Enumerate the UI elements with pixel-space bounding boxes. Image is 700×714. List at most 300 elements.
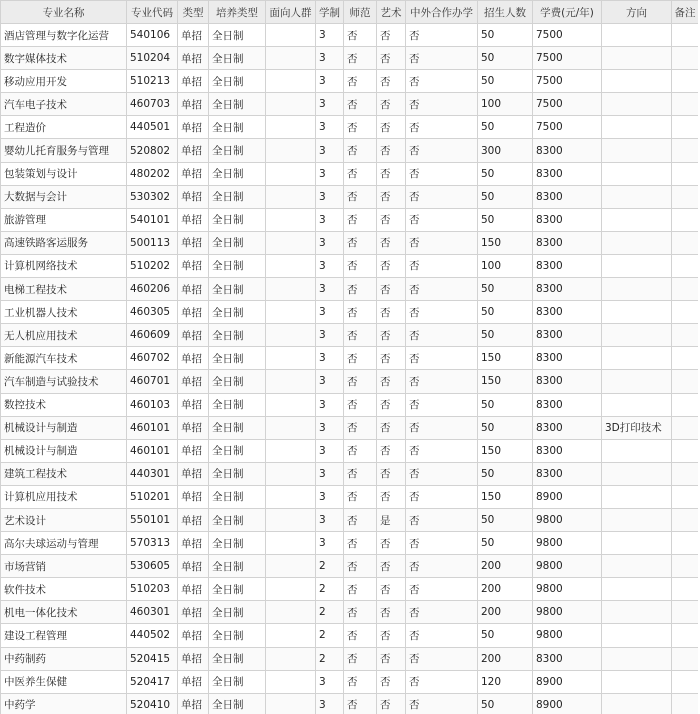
cell-joint: 否 bbox=[406, 670, 478, 693]
cell-audience bbox=[266, 185, 316, 208]
cell-audience bbox=[266, 578, 316, 601]
cell-type: 单招 bbox=[178, 555, 209, 578]
cell-normal: 否 bbox=[344, 601, 377, 624]
table-row[interactable] bbox=[1, 601, 699, 624]
cell-direction bbox=[602, 185, 672, 208]
cell-training-type: 全日制 bbox=[209, 231, 266, 254]
cell-art: 否 bbox=[377, 301, 406, 324]
cell-training-type: 全日制 bbox=[209, 70, 266, 93]
cell-art: 否 bbox=[377, 254, 406, 277]
cell-tuition: 9800 bbox=[533, 578, 602, 601]
cell-art: 否 bbox=[377, 47, 406, 70]
cell-joint: 否 bbox=[406, 185, 478, 208]
cell-major-code: 440301 bbox=[127, 462, 178, 485]
cell-art: 否 bbox=[377, 624, 406, 647]
cell-training-type: 全日制 bbox=[209, 324, 266, 347]
cell-notes bbox=[672, 47, 699, 70]
cell-type: 单招 bbox=[178, 162, 209, 185]
cell-duration: 3 bbox=[316, 162, 344, 185]
cell-direction bbox=[602, 301, 672, 324]
cell-audience bbox=[266, 254, 316, 277]
cell-direction bbox=[602, 647, 672, 670]
table-row[interactable] bbox=[1, 185, 699, 208]
cell-duration: 3 bbox=[316, 47, 344, 70]
cell-major-name: 高尔夫球运动与管理 bbox=[1, 532, 127, 555]
cell-art: 否 bbox=[377, 93, 406, 116]
cell-art: 是 bbox=[377, 508, 406, 531]
col-header-training-type[interactable]: 培养类型 bbox=[209, 1, 266, 24]
cell-enrollment: 150 bbox=[478, 347, 533, 370]
cell-normal: 否 bbox=[344, 278, 377, 301]
cell-art: 否 bbox=[377, 278, 406, 301]
cell-major-name: 无人机应用技术 bbox=[1, 324, 127, 347]
cell-type: 单招 bbox=[178, 70, 209, 93]
cell-duration: 3 bbox=[316, 370, 344, 393]
cell-joint: 否 bbox=[406, 139, 478, 162]
cell-audience bbox=[266, 462, 316, 485]
cell-training-type: 全日制 bbox=[209, 555, 266, 578]
cell-joint: 否 bbox=[406, 508, 478, 531]
table-row[interactable] bbox=[1, 116, 699, 139]
cell-type: 单招 bbox=[178, 231, 209, 254]
cell-direction bbox=[602, 555, 672, 578]
cell-major-code: 510201 bbox=[127, 485, 178, 508]
cell-notes bbox=[672, 116, 699, 139]
table-row[interactable] bbox=[1, 393, 699, 416]
cell-training-type: 全日制 bbox=[209, 508, 266, 531]
cell-notes bbox=[672, 439, 699, 462]
cell-tuition: 8300 bbox=[533, 647, 602, 670]
cell-duration: 3 bbox=[316, 324, 344, 347]
cell-art: 否 bbox=[377, 324, 406, 347]
cell-training-type: 全日制 bbox=[209, 24, 266, 47]
table-row[interactable] bbox=[1, 24, 699, 47]
cell-normal: 否 bbox=[344, 24, 377, 47]
cell-tuition: 9800 bbox=[533, 532, 602, 555]
cell-major-name: 包装策划与设计 bbox=[1, 162, 127, 185]
cell-tuition: 7500 bbox=[533, 93, 602, 116]
cell-audience bbox=[266, 208, 316, 231]
cell-major-code: 460101 bbox=[127, 416, 178, 439]
cell-notes bbox=[672, 162, 699, 185]
cell-art: 否 bbox=[377, 185, 406, 208]
cell-major-name: 高速铁路客运服务 bbox=[1, 231, 127, 254]
cell-major-code: 530302 bbox=[127, 185, 178, 208]
cell-major-name: 中医养生保健 bbox=[1, 670, 127, 693]
cell-type: 单招 bbox=[178, 47, 209, 70]
cell-major-name: 电梯工程技术 bbox=[1, 278, 127, 301]
cell-major-code: 460702 bbox=[127, 347, 178, 370]
cell-training-type: 全日制 bbox=[209, 301, 266, 324]
cell-joint: 否 bbox=[406, 116, 478, 139]
cell-enrollment: 50 bbox=[478, 116, 533, 139]
table-row[interactable] bbox=[1, 301, 699, 324]
cell-notes bbox=[672, 93, 699, 116]
cell-joint: 否 bbox=[406, 601, 478, 624]
cell-tuition: 8900 bbox=[533, 485, 602, 508]
cell-audience bbox=[266, 393, 316, 416]
col-header-joint[interactable]: 中外合作办学 bbox=[406, 1, 478, 24]
table-row[interactable] bbox=[1, 47, 699, 70]
cell-enrollment: 50 bbox=[478, 70, 533, 93]
cell-tuition: 8900 bbox=[533, 670, 602, 693]
cell-art: 否 bbox=[377, 555, 406, 578]
cell-major-name: 机械设计与制造 bbox=[1, 416, 127, 439]
cell-normal: 否 bbox=[344, 47, 377, 70]
table-row[interactable] bbox=[1, 647, 699, 670]
cell-enrollment: 300 bbox=[478, 139, 533, 162]
cell-joint: 否 bbox=[406, 254, 478, 277]
cell-enrollment: 100 bbox=[478, 254, 533, 277]
cell-joint: 否 bbox=[406, 578, 478, 601]
table-row[interactable] bbox=[1, 416, 699, 439]
cell-enrollment: 50 bbox=[478, 532, 533, 555]
cell-direction bbox=[602, 70, 672, 93]
cell-duration: 3 bbox=[316, 208, 344, 231]
cell-normal: 否 bbox=[344, 254, 377, 277]
cell-normal: 否 bbox=[344, 162, 377, 185]
cell-enrollment: 150 bbox=[478, 485, 533, 508]
table-row[interactable] bbox=[1, 462, 699, 485]
cell-major-name: 中药制药 bbox=[1, 647, 127, 670]
cell-audience bbox=[266, 93, 316, 116]
cell-normal: 否 bbox=[344, 578, 377, 601]
cell-audience bbox=[266, 624, 316, 647]
col-header-notes[interactable]: 备注 bbox=[672, 1, 699, 24]
cell-notes bbox=[672, 693, 699, 714]
cell-major-code: 570313 bbox=[127, 532, 178, 555]
cell-enrollment: 50 bbox=[478, 208, 533, 231]
cell-duration: 3 bbox=[316, 231, 344, 254]
cell-training-type: 全日制 bbox=[209, 601, 266, 624]
cell-direction bbox=[602, 462, 672, 485]
cell-audience bbox=[266, 162, 316, 185]
cell-training-type: 全日制 bbox=[209, 185, 266, 208]
table-row[interactable] bbox=[1, 670, 699, 693]
cell-tuition: 8900 bbox=[533, 693, 602, 714]
cell-tuition: 8300 bbox=[533, 185, 602, 208]
table-row[interactable] bbox=[1, 693, 699, 714]
cell-major-name: 数控技术 bbox=[1, 393, 127, 416]
cell-audience bbox=[266, 278, 316, 301]
cell-normal: 否 bbox=[344, 185, 377, 208]
col-header-name[interactable]: 专业名称 bbox=[1, 1, 127, 24]
table-row[interactable] bbox=[1, 439, 699, 462]
cell-normal: 否 bbox=[344, 555, 377, 578]
cell-audience bbox=[266, 139, 316, 162]
cell-major-name: 婴幼儿托育服务与管理 bbox=[1, 139, 127, 162]
col-header-normal[interactable]: 师范 bbox=[344, 1, 377, 24]
cell-major-name: 新能源汽车技术 bbox=[1, 347, 127, 370]
cell-duration: 3 bbox=[316, 185, 344, 208]
cell-major-code: 550101 bbox=[127, 508, 178, 531]
cell-major-name: 数字媒体技术 bbox=[1, 47, 127, 70]
table-row[interactable] bbox=[1, 162, 699, 185]
cell-direction bbox=[602, 508, 672, 531]
cell-tuition: 7500 bbox=[533, 116, 602, 139]
table-row[interactable] bbox=[1, 324, 699, 347]
cell-training-type: 全日制 bbox=[209, 116, 266, 139]
cell-type: 单招 bbox=[178, 347, 209, 370]
cell-direction bbox=[602, 393, 672, 416]
cell-duration: 3 bbox=[316, 508, 344, 531]
cell-tuition: 8300 bbox=[533, 347, 602, 370]
cell-enrollment: 50 bbox=[478, 462, 533, 485]
cell-notes bbox=[672, 555, 699, 578]
cell-major-code: 510202 bbox=[127, 254, 178, 277]
cell-duration: 3 bbox=[316, 139, 344, 162]
cell-notes bbox=[672, 301, 699, 324]
cell-type: 单招 bbox=[178, 185, 209, 208]
cell-audience bbox=[266, 485, 316, 508]
table-row[interactable] bbox=[1, 370, 699, 393]
cell-normal: 否 bbox=[344, 139, 377, 162]
cell-direction bbox=[602, 324, 672, 347]
cell-enrollment: 50 bbox=[478, 301, 533, 324]
cell-duration: 2 bbox=[316, 624, 344, 647]
cell-major-code: 540101 bbox=[127, 208, 178, 231]
table-row[interactable] bbox=[1, 93, 699, 116]
cell-duration: 3 bbox=[316, 416, 344, 439]
cell-enrollment: 50 bbox=[478, 508, 533, 531]
cell-duration: 3 bbox=[316, 347, 344, 370]
cell-joint: 否 bbox=[406, 24, 478, 47]
cell-normal: 否 bbox=[344, 370, 377, 393]
cell-major-name: 酒店管理与数字化运营 bbox=[1, 24, 127, 47]
table-row[interactable] bbox=[1, 208, 699, 231]
table-row[interactable] bbox=[1, 624, 699, 647]
cell-major-code: 540106 bbox=[127, 24, 178, 47]
cell-enrollment: 50 bbox=[478, 24, 533, 47]
cell-audience bbox=[266, 70, 316, 93]
cell-direction bbox=[602, 670, 672, 693]
cell-duration: 3 bbox=[316, 693, 344, 714]
cell-major-name: 机械设计与制造 bbox=[1, 439, 127, 462]
cell-normal: 否 bbox=[344, 93, 377, 116]
cell-major-code: 440501 bbox=[127, 116, 178, 139]
cell-joint: 否 bbox=[406, 301, 478, 324]
cell-direction bbox=[602, 693, 672, 714]
col-header-art[interactable]: 艺术 bbox=[377, 1, 406, 24]
cell-art: 否 bbox=[377, 601, 406, 624]
cell-audience bbox=[266, 47, 316, 70]
table-row[interactable] bbox=[1, 578, 699, 601]
table-row[interactable] bbox=[1, 278, 699, 301]
cell-notes bbox=[672, 185, 699, 208]
cell-joint: 否 bbox=[406, 370, 478, 393]
cell-major-name: 计算机网络技术 bbox=[1, 254, 127, 277]
table-row[interactable] bbox=[1, 532, 699, 555]
cell-audience bbox=[266, 439, 316, 462]
cell-notes bbox=[672, 624, 699, 647]
cell-notes bbox=[672, 70, 699, 93]
cell-normal: 否 bbox=[344, 393, 377, 416]
cell-normal: 否 bbox=[344, 462, 377, 485]
col-header-tuition[interactable]: 学费(元/年) bbox=[533, 1, 602, 24]
cell-duration: 3 bbox=[316, 93, 344, 116]
cell-type: 单招 bbox=[178, 254, 209, 277]
table-row[interactable] bbox=[1, 254, 699, 277]
cell-major-code: 510204 bbox=[127, 47, 178, 70]
cell-training-type: 全日制 bbox=[209, 47, 266, 70]
cell-direction bbox=[602, 93, 672, 116]
cell-joint: 否 bbox=[406, 231, 478, 254]
cell-major-code: 460703 bbox=[127, 93, 178, 116]
cell-enrollment: 50 bbox=[478, 416, 533, 439]
cell-tuition: 8300 bbox=[533, 462, 602, 485]
cell-major-code: 520415 bbox=[127, 647, 178, 670]
table-row[interactable] bbox=[1, 485, 699, 508]
cell-major-name: 旅游管理 bbox=[1, 208, 127, 231]
cell-notes bbox=[672, 485, 699, 508]
cell-notes bbox=[672, 370, 699, 393]
cell-normal: 否 bbox=[344, 508, 377, 531]
cell-normal: 否 bbox=[344, 301, 377, 324]
cell-training-type: 全日制 bbox=[209, 208, 266, 231]
cell-notes bbox=[672, 347, 699, 370]
cell-major-code: 460101 bbox=[127, 439, 178, 462]
cell-major-code: 440502 bbox=[127, 624, 178, 647]
cell-type: 单招 bbox=[178, 324, 209, 347]
cell-audience bbox=[266, 324, 316, 347]
cell-art: 否 bbox=[377, 647, 406, 670]
cell-art: 否 bbox=[377, 370, 406, 393]
col-header-duration[interactable]: 学制 bbox=[316, 1, 344, 24]
cell-training-type: 全日制 bbox=[209, 370, 266, 393]
cell-enrollment: 150 bbox=[478, 231, 533, 254]
cell-audience bbox=[266, 370, 316, 393]
cell-enrollment: 120 bbox=[478, 670, 533, 693]
cell-training-type: 全日制 bbox=[209, 347, 266, 370]
cell-type: 单招 bbox=[178, 485, 209, 508]
cell-tuition: 8300 bbox=[533, 139, 602, 162]
cell-training-type: 全日制 bbox=[209, 532, 266, 555]
cell-enrollment: 100 bbox=[478, 93, 533, 116]
cell-duration: 3 bbox=[316, 532, 344, 555]
cell-joint: 否 bbox=[406, 693, 478, 714]
cell-tuition: 8300 bbox=[533, 162, 602, 185]
cell-major-code: 460301 bbox=[127, 601, 178, 624]
col-header-enrollment[interactable]: 招生人数 bbox=[478, 1, 533, 24]
cell-training-type: 全日制 bbox=[209, 670, 266, 693]
cell-duration: 3 bbox=[316, 301, 344, 324]
cell-enrollment: 150 bbox=[478, 370, 533, 393]
cell-duration: 3 bbox=[316, 278, 344, 301]
cell-training-type: 全日制 bbox=[209, 416, 266, 439]
cell-enrollment: 50 bbox=[478, 693, 533, 714]
cell-normal: 否 bbox=[344, 693, 377, 714]
cell-normal: 否 bbox=[344, 347, 377, 370]
cell-audience bbox=[266, 601, 316, 624]
cell-duration: 3 bbox=[316, 462, 344, 485]
cell-training-type: 全日制 bbox=[209, 462, 266, 485]
cell-enrollment: 200 bbox=[478, 601, 533, 624]
cell-direction bbox=[602, 24, 672, 47]
cell-audience bbox=[266, 693, 316, 714]
cell-major-name: 软件技术 bbox=[1, 578, 127, 601]
cell-notes bbox=[672, 393, 699, 416]
cell-major-code: 500113 bbox=[127, 231, 178, 254]
cell-major-name: 汽车制造与试验技术 bbox=[1, 370, 127, 393]
cell-duration: 3 bbox=[316, 116, 344, 139]
cell-duration: 2 bbox=[316, 647, 344, 670]
cell-art: 否 bbox=[377, 416, 406, 439]
cell-duration: 3 bbox=[316, 485, 344, 508]
cell-type: 单招 bbox=[178, 116, 209, 139]
cell-type: 单招 bbox=[178, 416, 209, 439]
cell-major-code: 480202 bbox=[127, 162, 178, 185]
cell-enrollment: 50 bbox=[478, 278, 533, 301]
cell-training-type: 全日制 bbox=[209, 439, 266, 462]
cell-type: 单招 bbox=[178, 301, 209, 324]
cell-notes bbox=[672, 231, 699, 254]
cell-major-name: 计算机应用技术 bbox=[1, 485, 127, 508]
cell-major-name: 大数据与会计 bbox=[1, 185, 127, 208]
cell-joint: 否 bbox=[406, 462, 478, 485]
cell-type: 单招 bbox=[178, 578, 209, 601]
cell-type: 单招 bbox=[178, 393, 209, 416]
cell-audience bbox=[266, 647, 316, 670]
cell-major-name: 中药学 bbox=[1, 693, 127, 714]
cell-notes bbox=[672, 647, 699, 670]
cell-audience bbox=[266, 116, 316, 139]
cell-tuition: 8300 bbox=[533, 439, 602, 462]
col-header-audience[interactable]: 面向人群 bbox=[266, 1, 316, 24]
cell-direction bbox=[602, 485, 672, 508]
cell-art: 否 bbox=[377, 24, 406, 47]
cell-tuition: 7500 bbox=[533, 47, 602, 70]
cell-notes bbox=[672, 670, 699, 693]
cell-normal: 否 bbox=[344, 532, 377, 555]
cell-major-name: 艺术设计 bbox=[1, 508, 127, 531]
cell-joint: 否 bbox=[406, 162, 478, 185]
cell-direction bbox=[602, 278, 672, 301]
cell-training-type: 全日制 bbox=[209, 162, 266, 185]
col-header-code[interactable]: 专业代码 bbox=[127, 1, 178, 24]
cell-type: 单招 bbox=[178, 624, 209, 647]
cell-art: 否 bbox=[377, 532, 406, 555]
cell-enrollment: 200 bbox=[478, 555, 533, 578]
cell-direction bbox=[602, 116, 672, 139]
cell-joint: 否 bbox=[406, 93, 478, 116]
cell-art: 否 bbox=[377, 347, 406, 370]
table-row[interactable] bbox=[1, 347, 699, 370]
table-row[interactable] bbox=[1, 508, 699, 531]
cell-audience bbox=[266, 508, 316, 531]
cell-direction bbox=[602, 231, 672, 254]
table-row[interactable] bbox=[1, 70, 699, 93]
cell-notes bbox=[672, 139, 699, 162]
table-row[interactable] bbox=[1, 555, 699, 578]
cell-audience bbox=[266, 416, 316, 439]
cell-joint: 否 bbox=[406, 347, 478, 370]
table-row[interactable] bbox=[1, 231, 699, 254]
cell-notes bbox=[672, 278, 699, 301]
cell-direction: 3D打印技术 bbox=[602, 416, 672, 439]
col-header-type[interactable]: 类型 bbox=[178, 1, 209, 24]
cell-art: 否 bbox=[377, 139, 406, 162]
table-row[interactable] bbox=[1, 139, 699, 162]
cell-notes bbox=[672, 324, 699, 347]
cell-notes bbox=[672, 208, 699, 231]
col-header-direction[interactable]: 方向 bbox=[602, 1, 672, 24]
cell-normal: 否 bbox=[344, 208, 377, 231]
cell-type: 单招 bbox=[178, 208, 209, 231]
cell-audience bbox=[266, 555, 316, 578]
cell-enrollment: 150 bbox=[478, 439, 533, 462]
cell-direction bbox=[602, 624, 672, 647]
cell-notes bbox=[672, 578, 699, 601]
